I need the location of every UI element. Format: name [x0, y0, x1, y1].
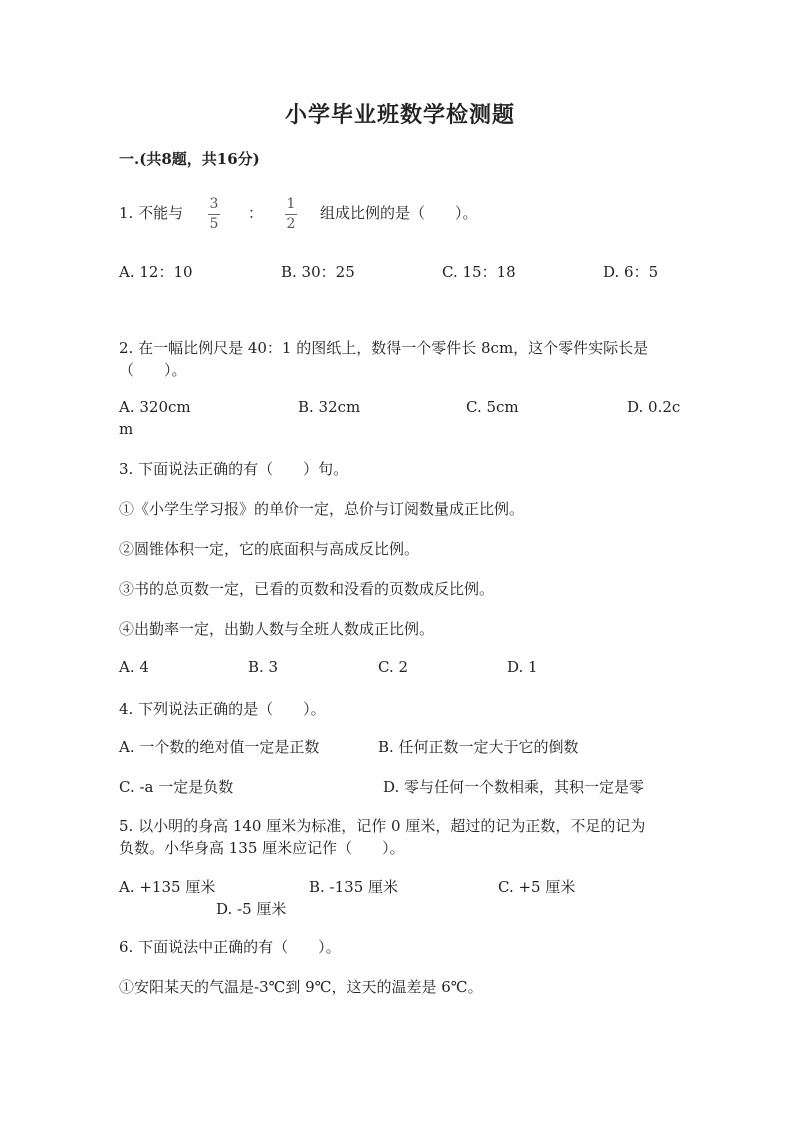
q6-statement-1: ①安阳某天的气温是-3℃到 9℃，这天的温差是 6℃。	[119, 978, 483, 996]
fraction-1-2	[285, 197, 297, 232]
q3-option-c: C. 2	[378, 658, 409, 676]
q5-stem-line2: 负数。小华身高 135 厘米应记作（ ）。	[119, 839, 405, 857]
q1-option-d: D. 6：5	[603, 263, 659, 281]
ratio-colon: ：	[248, 204, 264, 222]
q4-option-b: B. 任何正数一定大于它的倒数	[378, 738, 579, 756]
q5-stem-line1: 5. 以小明的身高 140 厘米为标准，记作 0 厘米，超过的记为正数，不足的记为	[119, 817, 646, 835]
q3-option-b: B. 3	[248, 658, 279, 676]
page-title: 小学毕业班数学检测题	[284, 102, 515, 128]
q2-option-d-wrap: m	[119, 420, 134, 438]
frac1-denominator: 5	[209, 216, 219, 232]
q5-option-d: D. -5 厘米	[216, 900, 287, 918]
q2-option-c: C. 5cm	[466, 398, 519, 416]
q2-stem-line1: 2. 在一幅比例尺是 40：1 的图纸上，数得一个零件长 8cm，这个零件实际长是	[119, 339, 649, 357]
frac1-numerator: 3	[209, 196, 219, 212]
q3-statement-3: ③书的总页数一定，已看的页数和没看的页数成反比例。	[119, 580, 495, 598]
q3-option-d: D. 1	[507, 658, 538, 676]
q3-statement-4: ④出勤率一定，出勤人数与全班人数成正比例。	[119, 620, 435, 638]
frac2-denominator: 2	[286, 216, 296, 232]
fraction-3-5	[208, 197, 220, 232]
q2-option-a: A. 320cm	[119, 398, 191, 416]
q5-option-c: C. +5 厘米	[498, 878, 576, 896]
q5-option-a: A. +135 厘米	[119, 878, 216, 896]
fraction-bar	[208, 214, 220, 215]
q4-option-c: C. -a 一定是负数	[119, 778, 234, 796]
q6-stem: 6. 下面说法中正确的有（ ）。	[119, 938, 341, 956]
q1-option-b: B. 30：25	[281, 263, 355, 281]
q2-option-b: B. 32cm	[298, 398, 361, 416]
q4-option-d: D. 零与任何一个数相乘，其积一定是零	[383, 778, 645, 796]
q3-statement-1: ①《小学生学习报》的单价一定，总价与订阅数量成正比例。	[119, 500, 525, 518]
section-heading: 一.(共8题，共16分)	[119, 150, 260, 168]
q1-option-c: C. 15：18	[442, 263, 516, 281]
q1-option-a: A. 12：10	[119, 263, 193, 281]
q1-suffix: 组成比例的是（ ）。	[320, 204, 478, 222]
frac2-numerator: 1	[286, 196, 296, 212]
q4-option-a: A. 一个数的绝对值一定是正数	[119, 738, 320, 756]
q5-option-b: B. -135 厘米	[309, 878, 399, 896]
q2-option-d: D. 0.2c	[627, 398, 681, 416]
q3-stem: 3. 下面说法正确的有（ ）句。	[119, 460, 349, 478]
fraction-bar	[285, 214, 297, 215]
q4-stem: 4. 下列说法正确的是（ ）。	[119, 700, 326, 718]
q3-option-a: A. 4	[119, 658, 149, 676]
q2-stem-line2: （ ）。	[119, 361, 187, 379]
q1-prefix: 1. 不能与	[119, 204, 184, 222]
q3-statement-2: ②圆锥体积一定，它的底面积与高成反比例。	[119, 540, 420, 558]
